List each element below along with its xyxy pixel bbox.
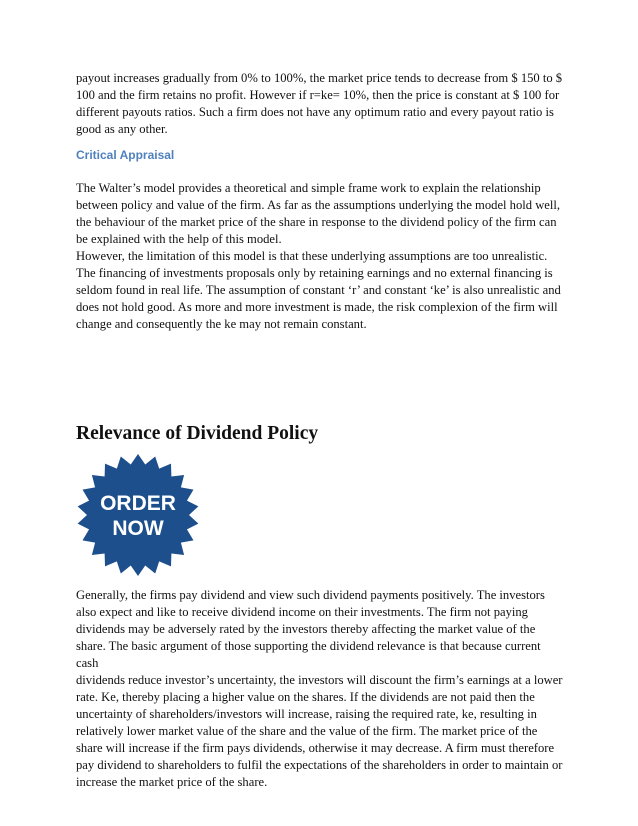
paragraph-limitations: However, the limitation of this model is that these underlying assumptions are too unrealistic. The financing of investments proposals only by retaining earnings and no external financing is seldom found in real life. The assumption of constant ‘r’ and constant ‘ke’ is also unrealistic and does not hold good. As more and more investment is made, the risk complexion of the firm will change and consequently the ke may not remain constant. bbox=[76, 249, 561, 331]
badge-line-order: ORDER bbox=[100, 492, 176, 515]
heading-critical-appraisal: Critical Appraisal bbox=[76, 148, 175, 162]
order-now-badge[interactable] bbox=[76, 453, 200, 577]
paragraph-payout: payout increases gradually from 0% to 100%, the market price tends to decrease from $ 150 to $ 100 and the firm retains no profit. However if r=ke= 10%, then the price is constant at $ 100 for different payouts ratios. Such a firm does not have any optimum ratio and every payout ratio is good as any other. bbox=[76, 71, 563, 136]
paragraph-dividend-relevance: Generally, the firms pay dividend and view such dividend payments positively. The investors also expect and like to receive dividend income on their investments. The firm not paying dividends may be adversely rated by the investors thereby affecting the market value of the share. The basic argument of those supporting the dividend relevance is that because current cash dividends reduce investor’s uncertainty, the investors will discount the firm’s earnings at a lower rate. Ke, thereby placing a higher value on the shares. If the dividends are not paid then the uncertainty of shareholders/investors will increase, raising the required rate, ke, resulting in relatively lower market value of the share and the value of the firm. The market price of the share will increase if the firm pays dividends, otherwise it may decrease. A firm must therefore pay dividend to shareholders to fulfil the expectations of the shareholders in order to maintain or increase the market price of the share. bbox=[76, 588, 563, 789]
paragraph-walter-model: The Walter’s model provides a theoretical and simple frame work to explain the relationship between policy and value of the firm. As far as the assumptions underlying the model hold well, the behaviour of the market price of the share in response to the dividend policy of the firm can be explained with the help of this model. bbox=[76, 181, 561, 246]
badge-line-now: NOW bbox=[112, 517, 164, 540]
starburst-shape bbox=[78, 454, 199, 576]
heading-relevance-dividend-policy: Relevance of Dividend Policy bbox=[76, 423, 319, 444]
